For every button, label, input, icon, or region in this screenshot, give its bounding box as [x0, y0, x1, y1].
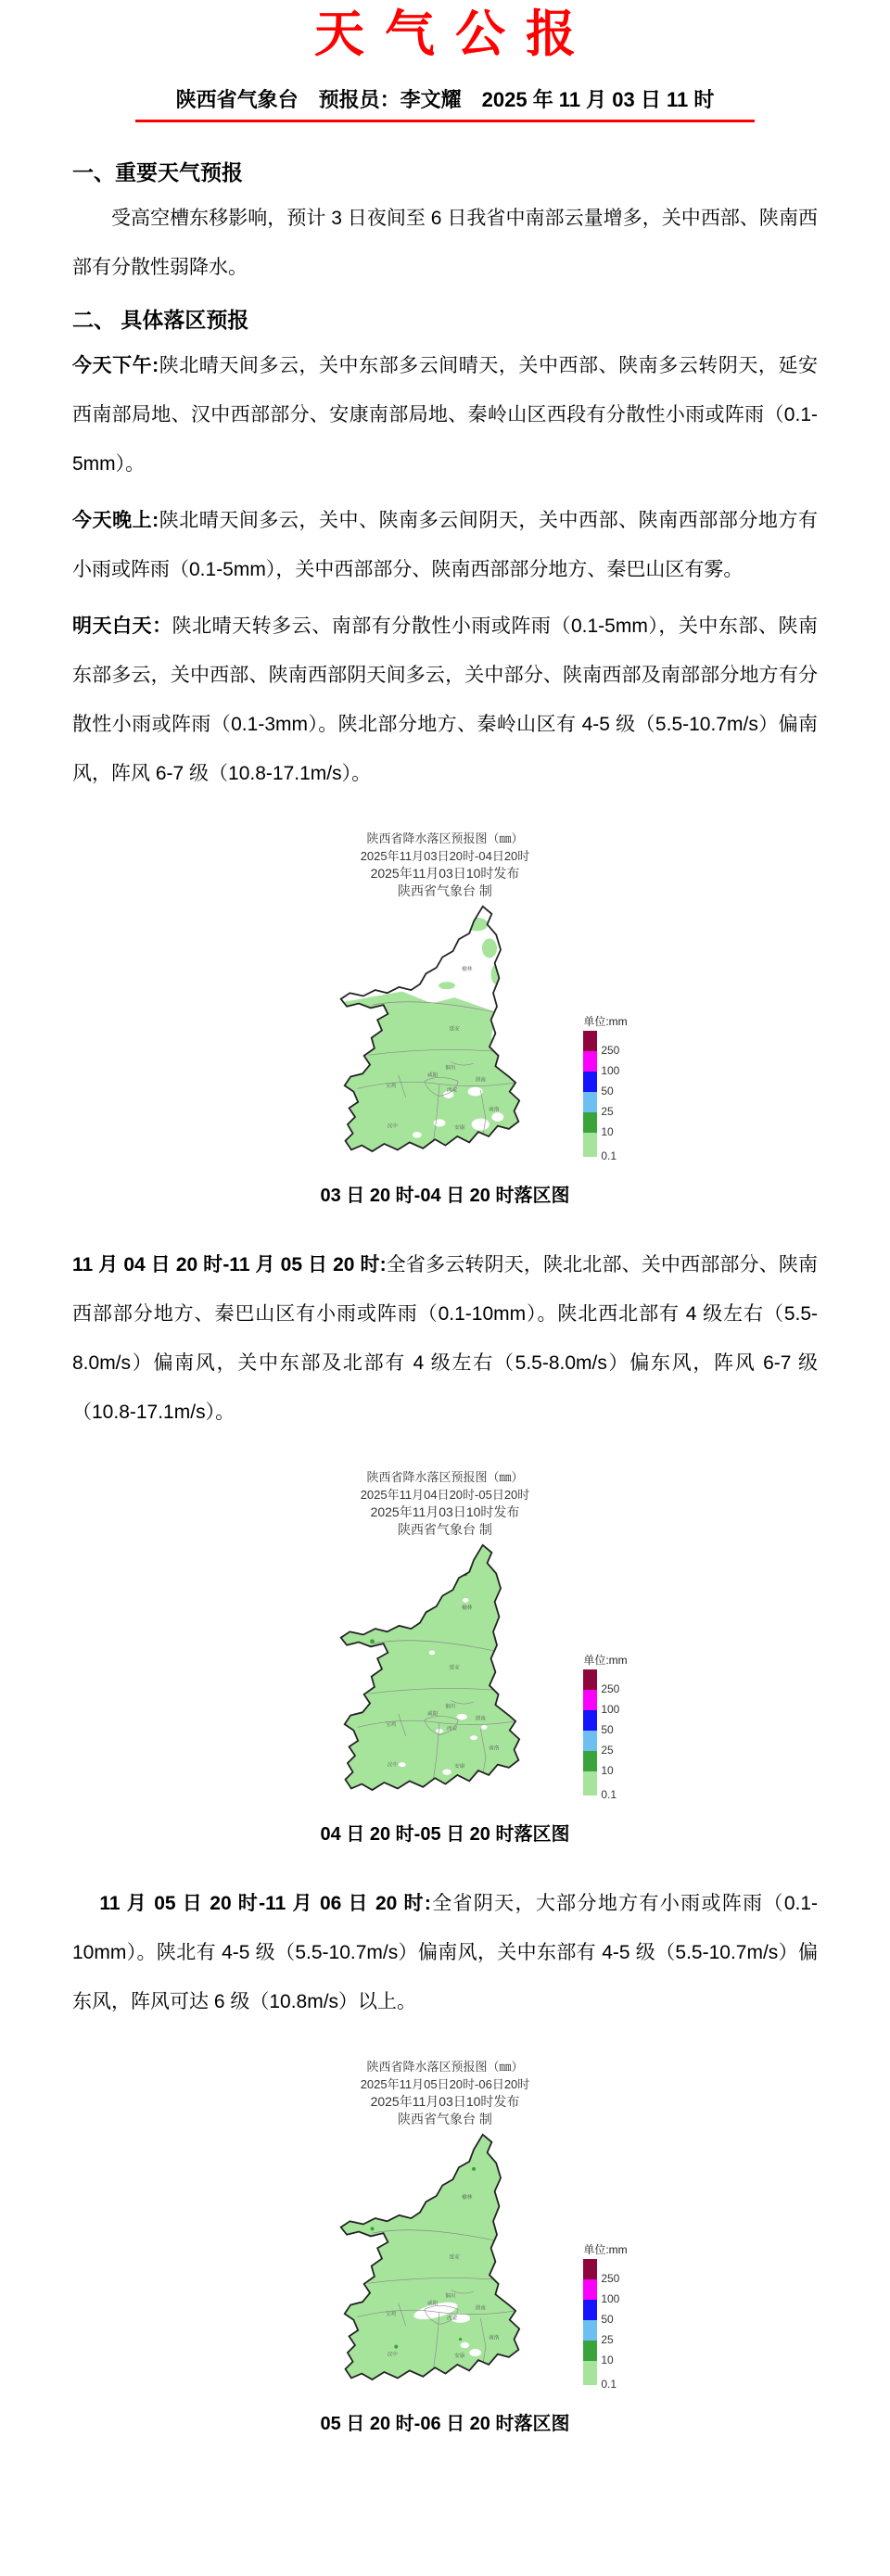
paragraph-text: 陕北晴天间多云，关中、陕南多云间阴天，关中西部、陕南西部部分地方有小雨或阵雨（0.1-5mm），关中西部部分、陕南西部部分地方、秦巴山区有雾。 — [72, 510, 818, 581]
map-figure-2 — [72, 1468, 818, 1846]
paragraph-lead: 11 月 04 日 20 时-11 月 05 日 20 时: — [72, 1254, 387, 1276]
paragraph-day5 — [72, 1879, 818, 2026]
legend-swatch-0.1 — [583, 1133, 597, 1157]
legend-row-250 — [583, 1031, 627, 1058]
city-label: 商洛 — [489, 1745, 500, 1752]
paragraph-today-afternoon — [72, 341, 818, 489]
city-label: 西安 — [447, 1727, 458, 1733]
legend-label-100: 100 — [601, 2292, 620, 2306]
city-label: 铜川 — [445, 1704, 457, 1710]
city-label: 咸阳 — [427, 1711, 439, 1718]
legend-row-250 — [583, 2259, 627, 2286]
legend-label-10: 10 — [601, 1764, 614, 1778]
city-label: 渭南 — [475, 1077, 487, 1084]
legend-label-50: 50 — [601, 2313, 614, 2327]
city-label: 西安 — [447, 1088, 458, 1095]
city-label: 延安 — [449, 1026, 461, 1033]
city-label: 西安 — [447, 2316, 458, 2323]
section-heading-detail: 二、 具体落区预报 — [72, 308, 249, 333]
legend-row-250 — [583, 1669, 627, 1696]
paragraph-important-forecast — [72, 194, 818, 292]
paragraph-day4 — [72, 1240, 818, 1437]
paragraph-text: 全省阴天，大部分地方有小雨或阵雨（0.1-10mm）。陕北有 4-5 级（5.5-10.7m/s）偏南风，关中东部有 4-5 级（5.5-10.7m/s）偏东风，阵风可达 6 级（10.8m/s）以上。 — [72, 1893, 818, 2013]
legend-swatch-10 — [583, 1751, 597, 1771]
city-label: 汉中 — [387, 1762, 399, 1769]
paragraph-lead: 11 月 05 日 20 时-11 月 06 日 20 时: — [99, 1893, 431, 1915]
city-label: 汉中 — [387, 2352, 399, 2358]
city-label: 榆林 — [462, 967, 473, 973]
city-label: 延安 — [449, 2254, 461, 2261]
map3-header-agency: 陕西省气象台 制 — [398, 2112, 492, 2127]
legend-label-100: 100 — [601, 1064, 620, 1078]
legend-label-10: 10 — [601, 2354, 614, 2367]
city-label: 咸阳 — [427, 1072, 439, 1079]
paragraph-tonight — [72, 496, 818, 594]
city-label: 铜川 — [445, 1065, 457, 1072]
legend-swatch-100 — [583, 1051, 597, 1072]
legend-label-10: 10 — [601, 1125, 614, 1139]
legend-label-0.1: 0.1 — [601, 1149, 617, 1163]
legend-swatch-100 — [583, 2279, 597, 2300]
subtitle-row — [72, 84, 818, 122]
map3-header-issued: 2025年11月03日10时发布 — [370, 2094, 520, 2110]
city-label: 安康 — [454, 1764, 465, 1770]
legend-swatch-50 — [583, 2300, 597, 2320]
precip-legend-2 — [583, 1652, 628, 1802]
map1-caption: 03 日 20 时-04 日 20 时落区图 — [320, 1186, 570, 1207]
issuer-line: 陕西省气象台 预报员：李文耀 2025 年 11 月 03 日 11 时 — [135, 84, 755, 122]
legend-swatch-25 — [583, 1092, 597, 1112]
city-label: 渭南 — [475, 1716, 487, 1722]
legend-label-25: 25 — [601, 1105, 614, 1119]
legend-swatch-25 — [583, 1731, 597, 1751]
map2-header-issued: 2025年11月03日10时发布 — [370, 1504, 520, 1520]
city-label: 商洛 — [489, 1107, 500, 1113]
city-label: 宝鸡 — [386, 1722, 397, 1729]
legend-title: 单位:mm — [583, 1015, 628, 1029]
paragraph-lead: 今天晚上: — [72, 510, 159, 532]
city-label: 商洛 — [489, 2335, 500, 2341]
legend-swatch-0.1 — [583, 2361, 597, 2385]
map2-header-title: 陕西省降水落区预报图（㎜） — [366, 1470, 524, 1485]
map-figure-3 — [72, 2058, 818, 2435]
city-label: 延安 — [449, 1665, 461, 1671]
city-label: 榆林 — [462, 1605, 473, 1612]
precip-map-3 — [327, 2130, 552, 2399]
legend-swatch-25 — [583, 2320, 597, 2341]
city-label: 榆林 — [462, 2195, 473, 2202]
map2-header-agency: 陕西省气象台 制 — [398, 1522, 492, 1538]
city-label: 汉中 — [387, 1123, 399, 1130]
city-label: 安康 — [454, 2354, 465, 2360]
city-label: 咸阳 — [427, 2301, 439, 2307]
paragraph-tomorrow-day — [72, 602, 818, 798]
map1-header-title: 陕西省降水落区预报图（㎜） — [366, 831, 524, 846]
legend-label-50: 50 — [601, 1085, 614, 1098]
map1-header-issued: 2025年11月03日10时发布 — [370, 866, 520, 882]
legend-swatch-50 — [583, 1710, 597, 1731]
map3-header-period: 2025年11月05日20时-06日20时 — [360, 2077, 530, 2092]
legend-swatch-50 — [583, 1072, 597, 1092]
map-figure-1 — [72, 830, 818, 1207]
legend-label-25: 25 — [601, 1744, 614, 1758]
legend-label-0.1: 0.1 — [601, 1788, 617, 1802]
legend-swatch-10 — [583, 2341, 597, 2361]
precip-legend-1 — [583, 1013, 628, 1163]
map1-body — [72, 902, 818, 1171]
paragraph-text: 陕北晴天间多云，关中东部多云间晴天，关中西部、陕南多云转阴天，延安西南部局地、汉中西部部分、安康南部局地、秦岭山区西段有分散性小雨或阵雨（0.1-5mm）。 — [72, 355, 818, 476]
precip-legend-3 — [583, 2241, 628, 2392]
precip-map-1 — [327, 902, 552, 1171]
legend-title: 单位:mm — [583, 2243, 628, 2257]
legend-label-0.1: 0.1 — [601, 2378, 617, 2392]
weather-bulletin-page — [0, 7, 890, 2435]
page-title: 天气公报 — [314, 6, 596, 62]
map3-body — [72, 2130, 818, 2399]
paragraph-text: 陕北晴天转多云、南部有分散性小雨或阵雨（0.1-5mm），关中东部、陕南东部多云，关中西部、陕南西部阴天间多云，关中部分、陕南西部及南部部分地方有分散性小雨或阵雨（0.1-3mm）。陕北部分地方、秦岭山区有 4-5 级（5.5-10.7m/s）偏南风，阵风 6-7 级（10.8-17.1m/s）。 — [72, 615, 818, 785]
map2-header-period: 2025年11月04日20时-05日20时 — [360, 1488, 530, 1503]
city-label: 宝鸡 — [386, 2312, 397, 2318]
legend-swatch-250 — [583, 1669, 597, 1690]
legend-label-250: 250 — [601, 1044, 620, 1058]
section-heading-important: 一、重要天气预报 — [72, 160, 243, 185]
map1-header-period: 2025年11月03日20时-04日20时 — [360, 849, 530, 864]
legend-label-250: 250 — [601, 1682, 620, 1696]
legend-label-250: 250 — [601, 2272, 620, 2286]
city-label: 安康 — [454, 1125, 465, 1132]
paragraph-lead: 今天下午: — [72, 355, 159, 377]
paragraph-text: 受高空槽东移影响，预计 3 日夜间至 6 日我省中南部云量增多，关中西部、陕南西部有分散性弱降水。 — [72, 208, 818, 279]
legend-swatch-250 — [583, 2259, 597, 2279]
paragraph-text: 全省多云转阴天，陕北北部、关中西部部分、陕南西部部分地方、秦巴山区有小雨或阵雨（0.1-10mm）。陕北西北部有 4 级左右（5.5-8.0m/s）偏南风，关中东部及北部有 4 级左右（5.5-8.0m/s）偏东风，阵风 6-7 级（10.8-17.1m/s）。 — [72, 1254, 818, 1424]
map3-caption: 05 日 20 时-06 日 20 时落区图 — [320, 2414, 570, 2435]
legend-swatch-0.1 — [583, 1771, 597, 1796]
legend-title: 单位:mm — [583, 1654, 628, 1668]
map2-caption: 04 日 20 时-05 日 20 时落区图 — [320, 1824, 570, 1846]
paragraph-lead: 明天白天： — [72, 615, 172, 638]
city-label: 铜川 — [445, 2293, 457, 2300]
city-label: 宝鸡 — [386, 1084, 397, 1090]
legend-swatch-250 — [583, 1031, 597, 1051]
map3-header-title: 陕西省降水落区预报图（㎜） — [366, 2060, 524, 2075]
legend-label-100: 100 — [601, 1703, 620, 1717]
legend-label-50: 50 — [601, 1723, 614, 1737]
map2-body — [72, 1541, 818, 1809]
legend-swatch-10 — [583, 1112, 597, 1133]
city-label: 渭南 — [475, 2305, 487, 2312]
precip-map-2 — [327, 1541, 552, 1809]
legend-label-25: 25 — [601, 2333, 614, 2347]
legend-swatch-100 — [583, 1690, 597, 1710]
map1-header-agency: 陕西省气象台 制 — [398, 883, 492, 899]
